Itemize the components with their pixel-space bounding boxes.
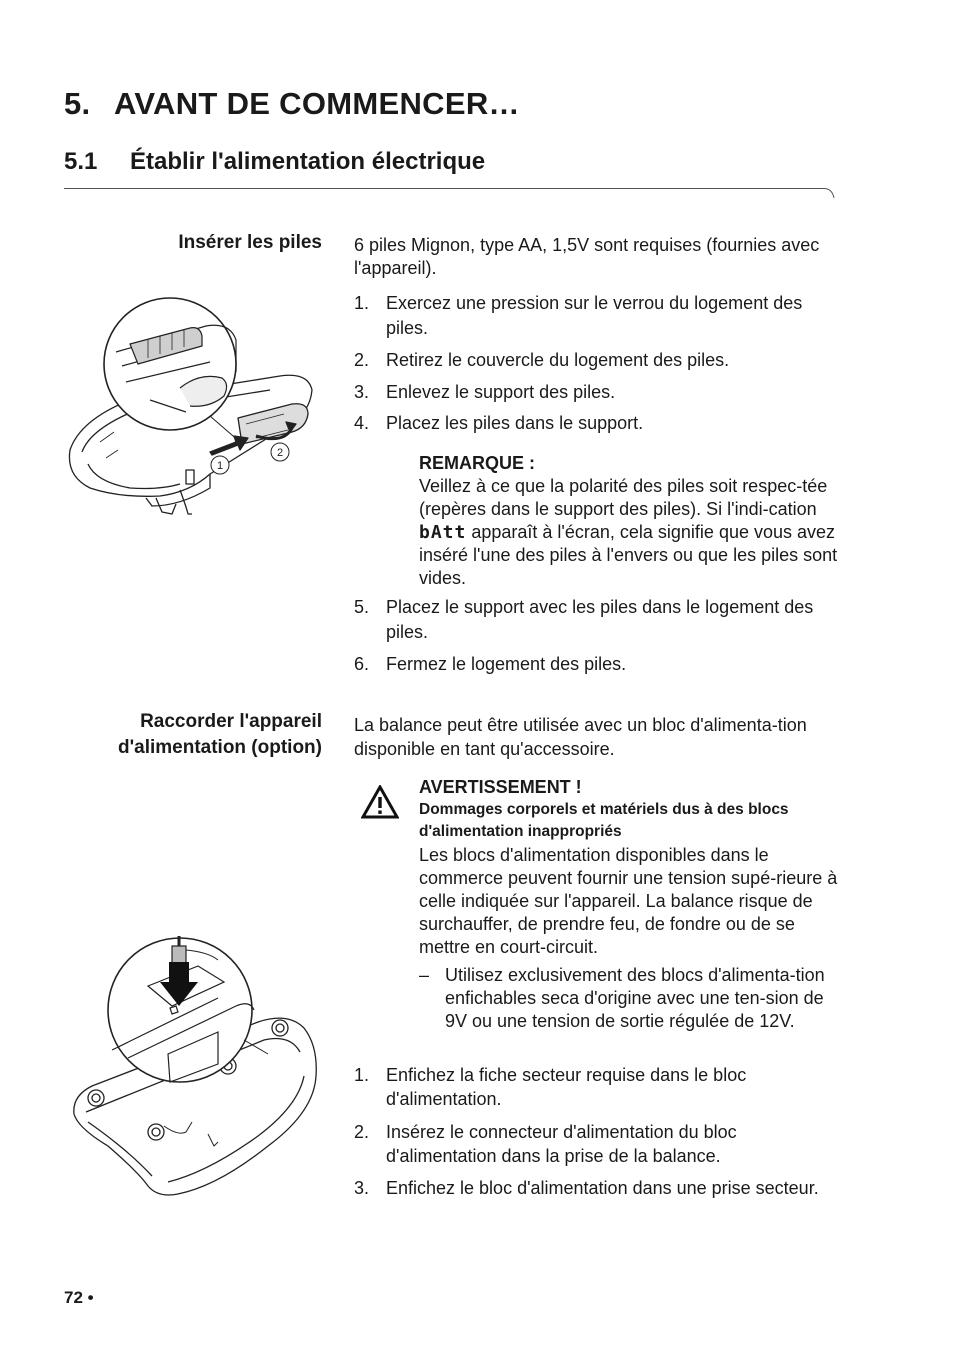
step-number: 6. bbox=[354, 654, 370, 674]
warning-dash: – bbox=[419, 965, 430, 985]
battery-step bbox=[354, 595, 842, 645]
step-number: 3. bbox=[354, 382, 370, 402]
section-number: 5.1 bbox=[64, 148, 98, 175]
step-text: Retirez le couvercle du logement des piles. bbox=[386, 350, 730, 370]
step-text: Insérez le connecteur d'alimentation du bloc d'alimentation dans la prise de la balance. bbox=[386, 1122, 737, 1166]
warning-item-text: Utilisez exclusivement des blocs d'alimenta-tion enfichables seca d'origine avec une ten-sion de 9V ou une tension de sortie régulée de 12V. bbox=[445, 965, 825, 1031]
power-step bbox=[354, 1120, 842, 1168]
step-number: 1. bbox=[354, 1065, 370, 1085]
step-text: Enlevez le support des piles. bbox=[386, 382, 616, 402]
batteries-heading: Insérer les piles bbox=[178, 232, 322, 253]
warning-block bbox=[419, 775, 844, 959]
step-text: Exercez une pression sur le verrou du logement des piles. bbox=[386, 293, 803, 338]
figure-label-2: 2 bbox=[276, 447, 284, 459]
chapter-title: AVANT DE COMMENCER… bbox=[114, 86, 520, 121]
batt-display-indicator: bAtt bbox=[419, 522, 467, 543]
power-intro: La balance peut être utilisée avec un bloc d'alimenta-tion disponible en tant qu'accessoire. bbox=[354, 715, 807, 759]
power-heading bbox=[118, 709, 322, 761]
step-number: 2. bbox=[354, 350, 370, 370]
step-number: 3. bbox=[354, 1178, 370, 1198]
note-title: REMARQUE : bbox=[419, 453, 535, 473]
step-text: Enfichez le bloc d'alimentation dans une prise secteur. bbox=[386, 1178, 819, 1198]
power-heading-line2: d'alimentation (option) bbox=[118, 737, 322, 758]
chapter-number: 5. bbox=[64, 86, 91, 121]
step-number: 1. bbox=[354, 293, 370, 313]
section-heading bbox=[64, 148, 485, 176]
power-step bbox=[354, 1063, 842, 1111]
note-text-end: apparaît à l'écran, cela signifie que vous avez inséré l'une des piles à l'envers ou que les piles sont vides. bbox=[419, 522, 838, 588]
section-title: Établir l'alimentation électrique bbox=[130, 148, 486, 175]
step-text: Placez le support avec les piles dans le logement des piles. bbox=[386, 597, 814, 642]
note-text-start: Veillez à ce que la polarité des piles soit respec-tée (repères dans le support des piles). Si l'indi-cation bbox=[419, 476, 828, 519]
section-rule bbox=[64, 186, 836, 202]
chapter-heading bbox=[64, 86, 520, 122]
step-number: 2. bbox=[354, 1122, 370, 1142]
warning-icon bbox=[361, 785, 399, 819]
warning-body: Les blocs d'alimentation disponibles dans le commerce peuvent fournir une tension supé-rieure à celle indiquée sur l'appareil. La balance risque de surchauffer, de prendre feu, de fondre ou de se mettre en court-circuit. bbox=[419, 845, 838, 957]
step-text: Enfichez la fiche secteur requise dans le bloc d'alimentation. bbox=[386, 1065, 747, 1109]
power-step bbox=[354, 1176, 842, 1200]
warning-list-item bbox=[419, 964, 844, 1033]
figure-label-1: 1 bbox=[216, 460, 224, 472]
step-text: Placez les piles dans le support. bbox=[386, 413, 644, 433]
step-number: 5. bbox=[354, 597, 370, 617]
power-connection-figure bbox=[68, 936, 328, 1204]
step-text: Fermez le logement des piles. bbox=[386, 654, 627, 674]
warning-subtitle: Dommages corporels et matériels dus à des blocs d'alimentation inappropriés bbox=[419, 801, 789, 840]
note-text bbox=[419, 475, 844, 590]
battery-step bbox=[354, 652, 842, 677]
step-number: 4. bbox=[354, 413, 370, 433]
page-number: 72 • bbox=[64, 1288, 94, 1307]
battery-step bbox=[354, 411, 842, 436]
battery-step bbox=[354, 348, 842, 373]
battery-step bbox=[354, 380, 842, 405]
note-block bbox=[419, 452, 844, 590]
warning-title: AVERTISSEMENT ! bbox=[419, 777, 582, 797]
power-heading-line1: Raccorder l'appareil bbox=[140, 711, 322, 732]
battery-step bbox=[354, 291, 842, 341]
battery-insertion-figure bbox=[60, 292, 330, 522]
batteries-intro: 6 piles Mignon, type AA, 1,5V sont requises (fournies avec l'appareil). bbox=[354, 235, 820, 278]
